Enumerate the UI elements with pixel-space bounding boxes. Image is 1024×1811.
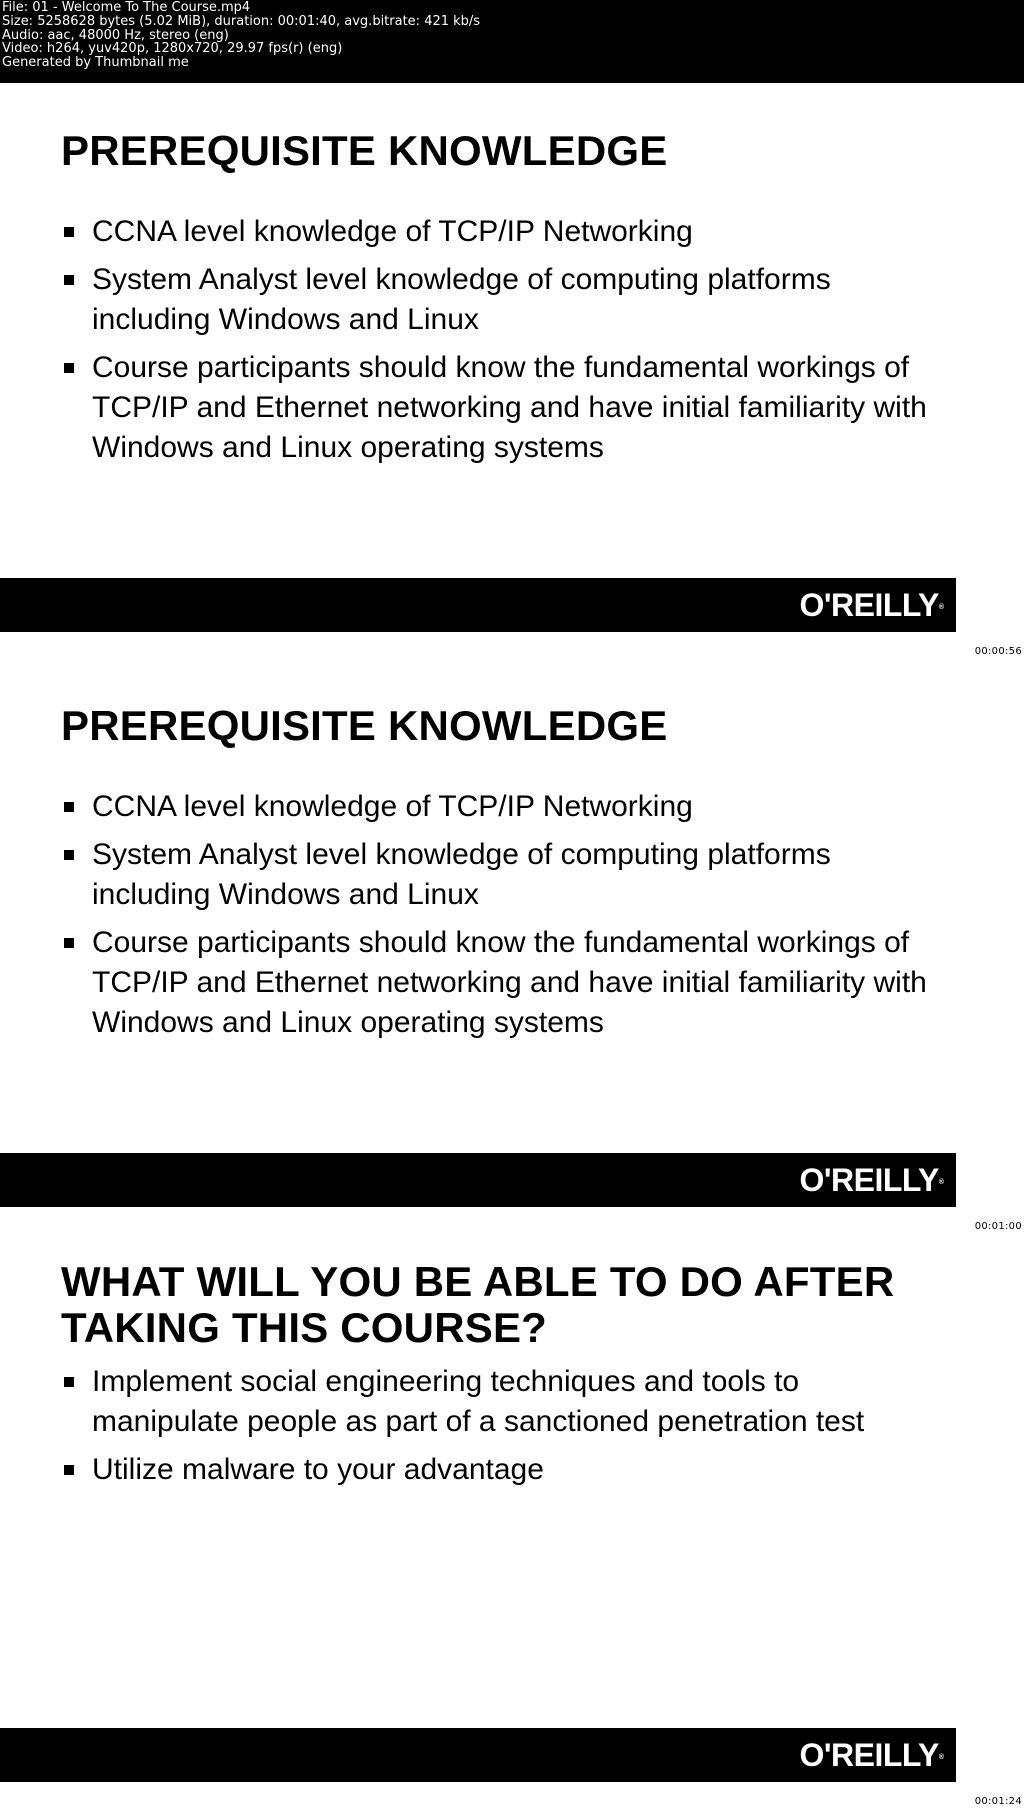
slide-title: WHAT WILL YOU BE ABLE TO DO AFTER TAKING THIS COURSE? bbox=[61, 1258, 895, 1351]
bullet-item bbox=[62, 923, 942, 1043]
thumbnail-frame-2 bbox=[0, 659, 956, 1207]
video-info-file: File: 01 - Welcome To The Course.mp4 bbox=[2, 0, 251, 15]
video-info-audio: Audio: aac, 48000 Hz, stereo (eng) bbox=[2, 27, 229, 43]
bullet-item bbox=[62, 1450, 942, 1490]
bullet-item bbox=[62, 787, 942, 827]
bullet-item bbox=[62, 348, 942, 468]
bullet-item bbox=[62, 212, 942, 252]
square-bullet-icon bbox=[64, 1377, 74, 1387]
slide-title: PREREQUISITE KNOWLEDGE bbox=[61, 702, 668, 749]
slide-footer-bar bbox=[0, 578, 956, 632]
bullet-text: Course participants should know the fundamental workings of TCP/IP and Ethernet networking and have initial familiarity with Windows and Linux operating systems bbox=[92, 926, 927, 1039]
oreilly-logo: O'REILLY® bbox=[799, 1737, 944, 1773]
square-bullet-icon bbox=[64, 802, 74, 812]
square-bullet-icon bbox=[64, 275, 74, 285]
video-info-video: Video: h264, yuv420p, 1280x720, 29.97 fps(r) (eng) bbox=[2, 41, 343, 57]
frame-timestamp: 00:01:00 bbox=[974, 1221, 1022, 1232]
oreilly-logo: O'REILLY® bbox=[799, 587, 944, 623]
bullet-text: Course participants should know the fundamental workings of TCP/IP and Ethernet networking and have initial familiarity with Windows and Linux operating systems bbox=[92, 351, 927, 464]
bullet-text: System Analyst level knowledge of computing platforms including Windows and Linux bbox=[92, 838, 831, 911]
bullet-list bbox=[62, 1362, 942, 1498]
bullet-item bbox=[62, 835, 942, 915]
square-bullet-icon bbox=[64, 227, 74, 237]
square-bullet-icon bbox=[64, 850, 74, 860]
bullet-text: CCNA level knowledge of TCP/IP Networking bbox=[92, 215, 693, 248]
thumbnail-frame-1 bbox=[0, 84, 956, 632]
bullet-item bbox=[62, 1362, 942, 1442]
bullet-text: System Analyst level knowledge of computing platforms including Windows and Linux bbox=[92, 263, 831, 336]
square-bullet-icon bbox=[64, 363, 74, 373]
oreilly-logo: O'REILLY® bbox=[799, 1162, 944, 1198]
slide-title: PREREQUISITE KNOWLEDGE bbox=[61, 127, 668, 174]
bullet-list bbox=[62, 212, 942, 476]
bullet-text: Implement social engineering techniques and tools to manipulate people as part of a sanctioned penetration test bbox=[92, 1365, 865, 1438]
square-bullet-icon bbox=[64, 938, 74, 948]
video-info-header bbox=[0, 0, 1024, 83]
slide-footer-bar bbox=[0, 1153, 956, 1207]
slide-footer-bar bbox=[0, 1728, 956, 1782]
bullet-text: Utilize malware to your advantage bbox=[92, 1453, 544, 1486]
video-info-size: Size: 5258628 bytes (5.02 MiB), duration: 00:01:40, avg.bitrate: 421 kb/s bbox=[2, 13, 481, 29]
thumbnail-frame-3 bbox=[0, 1234, 956, 1782]
frame-timestamp: 00:01:24 bbox=[974, 1796, 1022, 1807]
frame-timestamp: 00:00:56 bbox=[974, 646, 1022, 657]
bullet-item bbox=[62, 260, 942, 340]
bullet-list bbox=[62, 787, 942, 1051]
bullet-text: CCNA level knowledge of TCP/IP Networking bbox=[92, 790, 693, 823]
video-info-generator: Generated by Thumbnail me bbox=[2, 55, 189, 71]
square-bullet-icon bbox=[64, 1465, 74, 1475]
